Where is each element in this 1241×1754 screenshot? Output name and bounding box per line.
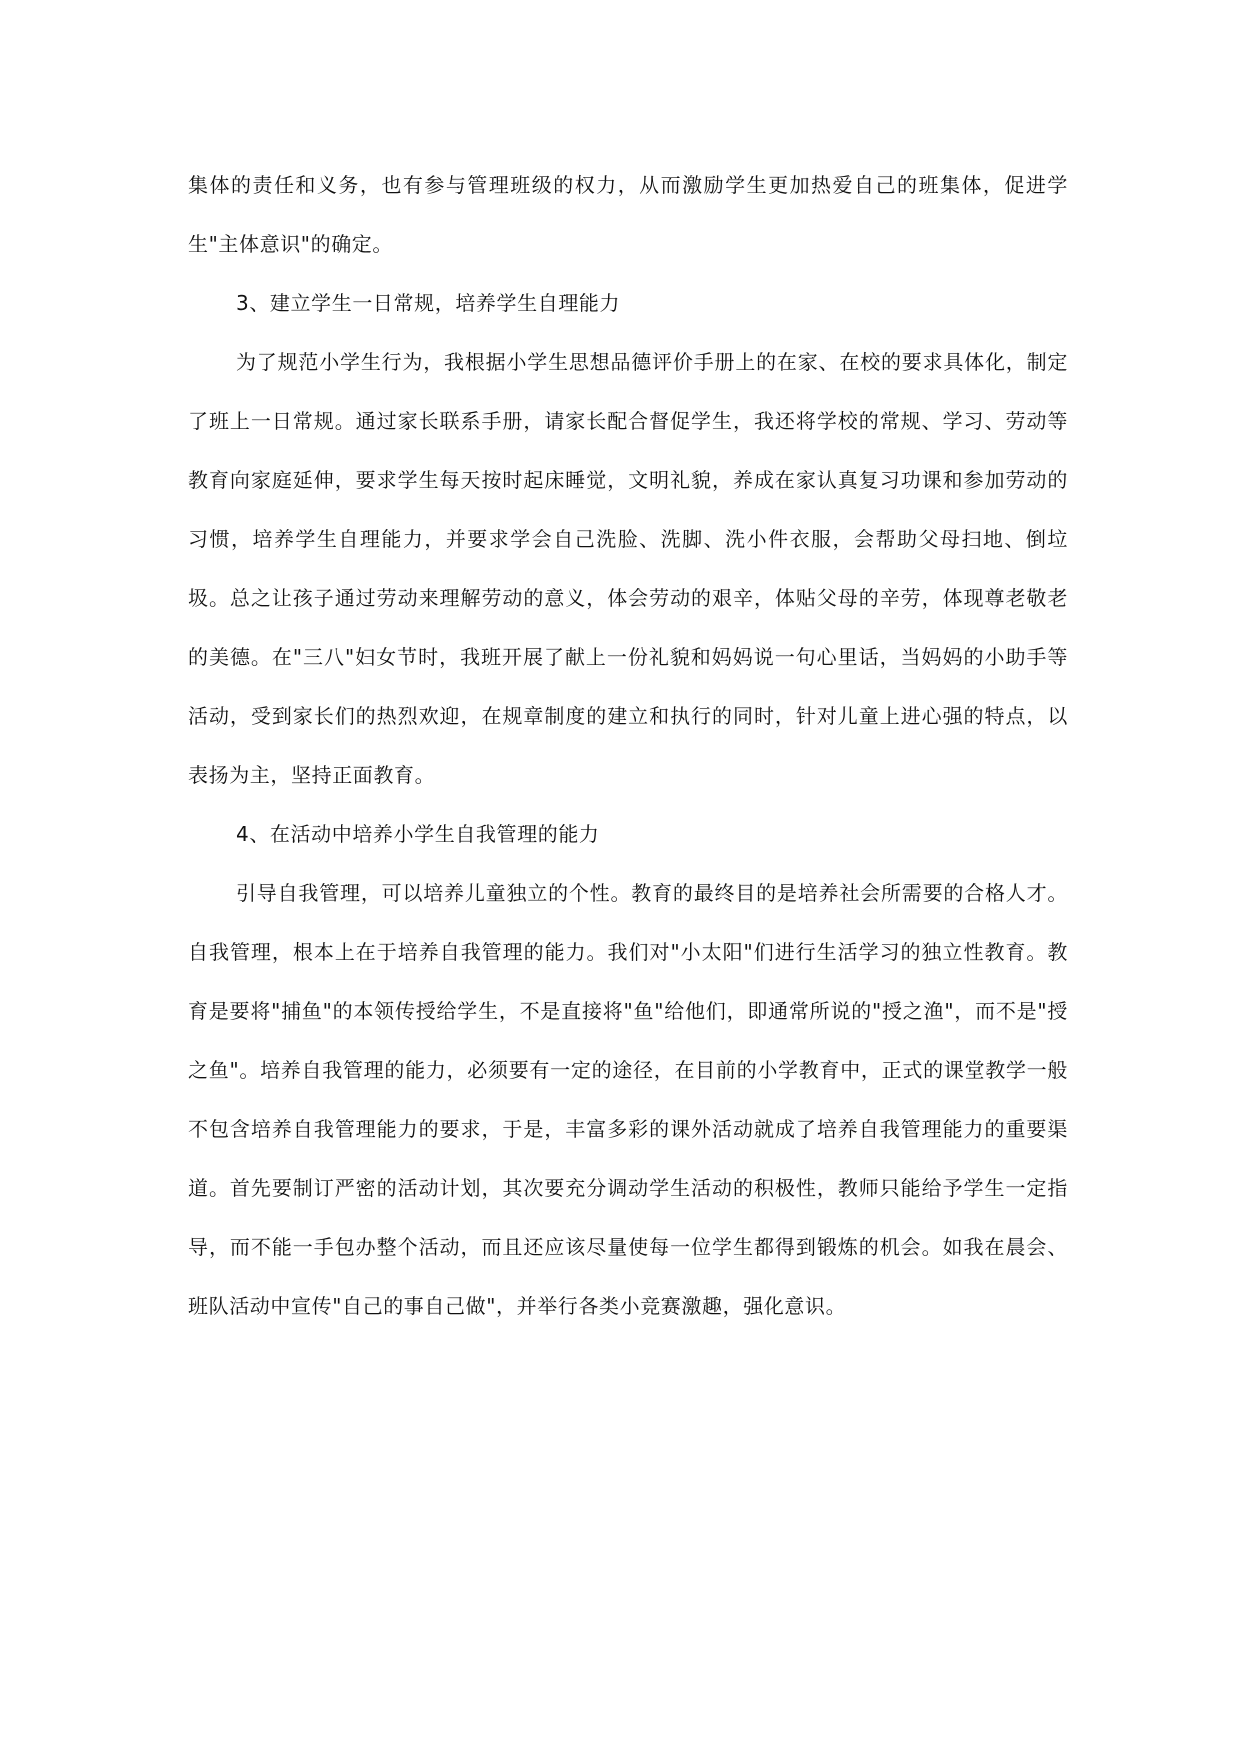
section-heading-4: 4、在活动中培养小学生自我管理的能力 xyxy=(236,822,600,846)
paragraph-section-3: 为了规范小学生行为，我根据小学生思想品德评价手册上的在家、在校的要求具体化，制定了班上一日常规。通过家长联系手册，请家长配合督促学生，我还将学校的常规、学习、劳动等教育向家庭延伸，要求学生每天按时起床睡觉，文明礼貌，养成在家认真复习功课和参加劳动的习惯，培养学生自理能力，并要求学会自己洗脸、洗脚、洗小件衣服，会帮助父母扫地、倒垃圾。总之让孩子通过劳动来理解劳动的意义，体会劳动的艰辛，体贴父母的辛劳，体现尊老敬老的美德。在"三八"妇女节时，我班开展了献上一份礼貌和妈妈说一句心里话，当妈妈的小助手等活动，受到家长们的热烈欢迎，在规章制度的建立和执行的同时，针对儿童上进心强的特点，以表扬为主，坚持正面教育。 xyxy=(188,350,1068,787)
section-heading-3: 3、建立学生一日常规，培养学生自理能力 xyxy=(236,291,621,315)
paragraph-continued: 集体的责任和义务，也有参与管理班级的权力，从而激励学生更加热爱自己的班集体，促进学生"主体意识"的确定。 xyxy=(188,173,1068,256)
document-body xyxy=(188,156,1068,1336)
paragraph-section-4: 引导自我管理，可以培养儿童独立的个性。教育的最终目的是培养社会所需要的合格人才。自我管理，根本上在于培养自我管理的能力。我们对"小太阳"们进行生活学习的独立性教育。教育是要将"捕鱼"的本领传授给学生，不是直接将"鱼"给他们，即通常所说的"授之渔"，而不是"授之鱼"。培养自我管理的能力，必须要有一定的途径，在目前的小学教育中，正式的课堂教学一般不包含培养自我管理能力的要求，于是，丰富多彩的课外活动就成了培养自我管理能力的重要渠道。首先要制订严密的活动计划，其次要充分调动学生活动的积极性，教师只能给予学生一定指导，而不能一手包办整个活动，而且还应该尽量使每一位学生都得到锻炼的机会。如我在晨会、班队活动中宣传"自己的事自己做"，并举行各类小竞赛激趣，强化意识。 xyxy=(188,881,1068,1318)
